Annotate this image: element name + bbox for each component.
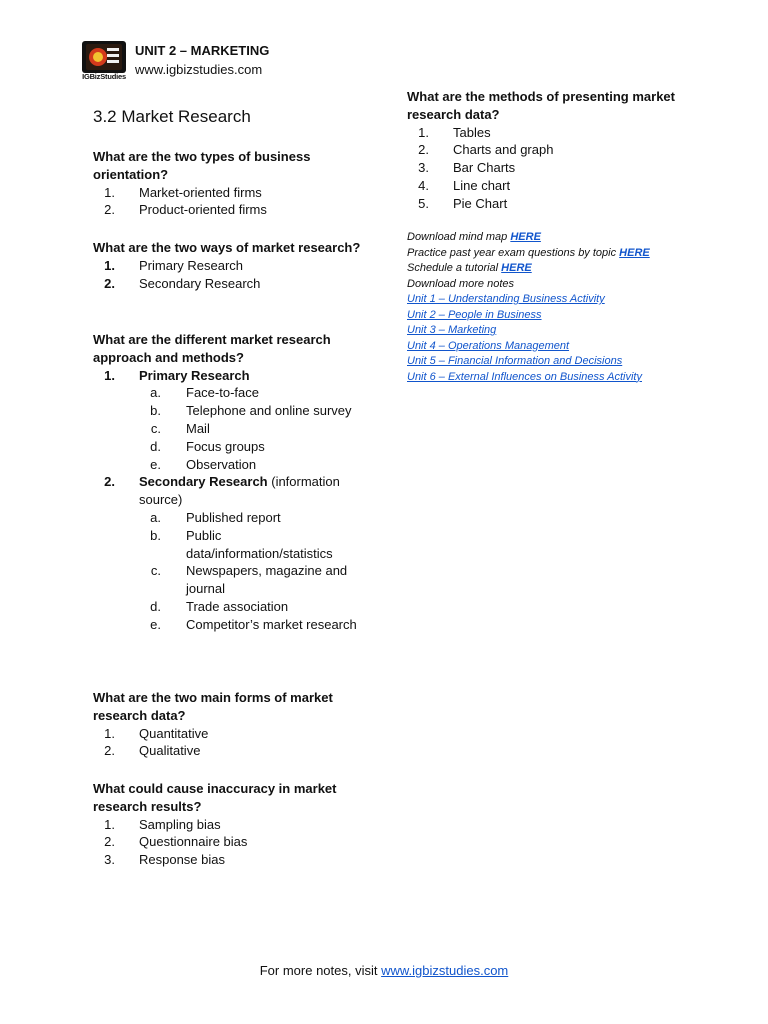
list-item: 1. Market-oriented firms [104,184,262,200]
downloads-block [407,230,707,385]
logo-text: IGBizStudies [82,72,126,81]
sub-list-item: c. Newspapers, magazine and journal [150,563,348,597]
list-item: 2. Secondary Research [104,275,261,291]
question-block-ways [93,239,368,292]
list-item: 2. Qualitative [104,743,201,759]
mind-map-link[interactable]: HERE [510,231,541,243]
unit-1-link[interactable]: Unit 1 – Understanding Business Activity [407,293,605,305]
unit-4-link[interactable]: Unit 4 – Operations Management [407,339,570,352]
list-item-primary: 1. Primary Research [104,367,250,383]
list-item: 5. Pie Chart [418,195,508,211]
section-title: 3.2 Market Research [93,107,251,126]
sub-list-item: b. Telephone and online survey [150,403,352,419]
question-heading: What could cause inaccuracy in market research results? [93,781,337,814]
question-heading: What are the different market research approach and methods? [93,332,331,365]
list-item: 3. Bar Charts [418,160,516,176]
question-heading: What are the two types of business orientation? [93,149,311,182]
question-block-forms [93,689,368,760]
header-url: www.igbizstudies.com [135,62,263,77]
download-mind-map: Download mind map HERE [407,231,541,243]
question-heading: What are the two main forms of market research data? [93,690,333,723]
sub-list-item: d. Focus groups [150,438,265,454]
header-title: UNIT 2 – MARKETING [135,43,270,58]
unit-3-link[interactable]: Unit 3 – Marketing [407,324,497,336]
sub-list-item: e. Observation [150,456,257,472]
sub-list-item: d. Trade association [150,598,289,614]
sub-list-item: b. Public data/information/statistics [150,527,333,561]
download-more-notes: Download more notes [407,277,515,290]
question-block-methods [93,331,368,634]
list-item: 3. Response bias [104,852,225,868]
sub-list-item: e. Competitor’s market research [150,616,357,632]
question-heading: What are the two ways of market research? [93,240,361,255]
question-block-inaccuracy [93,780,368,869]
list-item: 1. Quantitative [104,725,209,741]
past-year-link[interactable]: HERE [619,246,650,259]
sub-list-item: a. Published report [150,509,281,525]
question-block-presenting [407,88,677,213]
list-item: 2. Charts and graph [418,142,554,158]
secondary-label: Secondary Research [139,474,268,490]
download-past-year: Practice past year exam questions by topic HERE [407,246,650,259]
question-block-orientation [93,148,368,219]
footer-link[interactable]: www.igbizstudies.com [381,963,509,978]
question-heading: What are the methods of presenting market research data? [407,89,675,122]
schedule-tutorial: Schedule a tutorial HERE [407,262,532,274]
unit-5-link[interactable]: Unit 5 – Financial Information and Decisions [407,355,623,367]
list-item: 1. Primary Research [104,257,244,273]
list-item: 1. Sampling bias [104,816,221,832]
unit-2-link[interactable]: Unit 2 – People in Business [407,308,542,321]
tutorial-link[interactable]: HERE [501,262,532,274]
list-item: 2. Questionnaire bias [104,834,248,850]
footer [0,963,768,978]
unit-6-link[interactable]: Unit 6 – External Influences on Business Activity [407,370,642,383]
footer-text: For more notes, visit [259,963,382,978]
list-item: 4. Line chart [418,177,511,193]
list-item-secondary: 2. Secondary Research (information source) [104,474,340,508]
sub-list-item: a. Face-to-face [150,385,259,401]
list-item: 2. Product-oriented firms [104,202,267,218]
sub-list-item: c. Mail [150,420,210,436]
secondary-note: (information source) [139,474,340,508]
list-item: 1. Tables [418,124,491,140]
